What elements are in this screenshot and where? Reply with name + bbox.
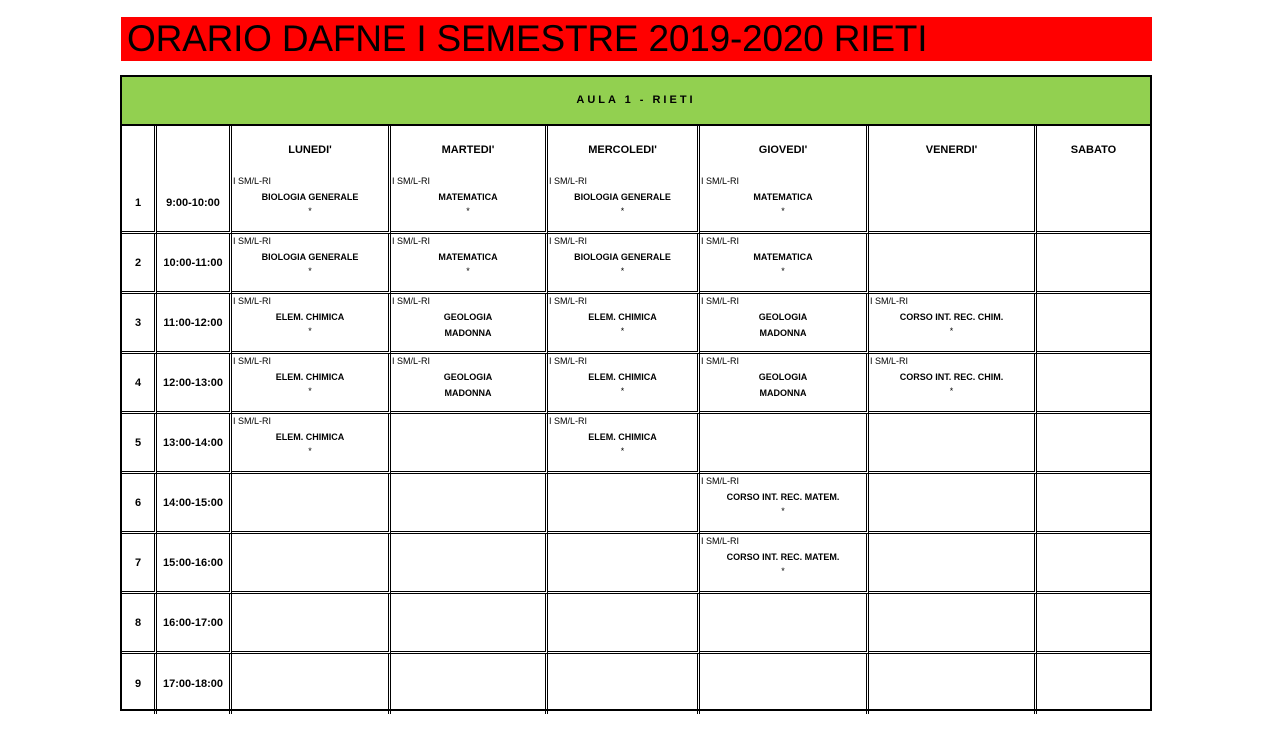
schedule-cell-wednesday — [548, 354, 700, 414]
class-entry — [548, 414, 697, 471]
class-entry — [391, 234, 545, 291]
table-row — [122, 174, 1150, 234]
placeholder-mark: * — [308, 326, 312, 336]
schedule-cell-wednesday — [548, 294, 700, 354]
class-entry — [232, 294, 388, 351]
schedule-cell-saturday — [1037, 354, 1150, 414]
course-code: I SM/L-RI — [701, 356, 740, 366]
corner-cell-num — [122, 126, 157, 174]
title-bar — [121, 17, 1152, 61]
subject-name: CORSO INT. REC. MATEM. — [726, 492, 840, 502]
page-title: ORARIO DAFNE I SEMESTRE 2019-2020 RIETI — [127, 18, 928, 59]
timetable-grid — [122, 126, 1150, 714]
schedule-cell-monday — [232, 234, 391, 294]
schedule-cell-monday — [232, 294, 391, 354]
class-entry — [232, 414, 388, 471]
time-slot: 10:00-11:00 — [157, 234, 232, 294]
placeholder-mark: * — [620, 326, 625, 336]
teacher-name: MADONNA — [759, 328, 807, 338]
schedule-cell-friday — [869, 234, 1037, 294]
class-entry — [700, 294, 866, 351]
schedule-cell-friday — [869, 414, 1037, 474]
schedule-cell-tuesday — [391, 294, 548, 354]
subject-name: BIOLOGIA GENERALE — [261, 252, 359, 262]
schedule-cell-tuesday — [391, 474, 548, 534]
subject-name: ELEM. CHIMICA — [275, 312, 345, 322]
schedule-cell-saturday — [1037, 414, 1150, 474]
schedule-cell-monday — [232, 174, 391, 234]
table-row — [122, 414, 1150, 474]
schedule-cell-monday — [232, 654, 391, 714]
schedule-cell-wednesday — [548, 654, 700, 714]
class-entry — [548, 174, 697, 231]
teacher-name: MADONNA — [759, 388, 807, 398]
subject-name: CORSO INT. REC. CHIM. — [899, 372, 1004, 382]
placeholder-mark: * — [781, 266, 785, 276]
schedule-cell-saturday — [1037, 654, 1150, 714]
course-code: I SM/L-RI — [392, 356, 431, 366]
course-code: I SM/L-RI — [233, 416, 272, 426]
schedule-cell-saturday — [1037, 234, 1150, 294]
time-slot: 16:00-17:00 — [157, 594, 232, 654]
schedule-cell-monday — [232, 594, 391, 654]
subject-name: CORSO INT. REC. CHIM. — [899, 312, 1004, 322]
table-row — [122, 234, 1150, 294]
schedule-cell-thursday — [700, 234, 869, 294]
table-row — [122, 474, 1150, 534]
course-code: I SM/L-RI — [549, 356, 588, 366]
row-number: 4 — [122, 354, 157, 414]
schedule-cell-thursday — [700, 354, 869, 414]
placeholder-mark: * — [949, 326, 954, 336]
table-row — [122, 354, 1150, 414]
course-code: I SM/L-RI — [701, 296, 740, 306]
subject-name: ELEM. CHIMICA — [275, 372, 345, 382]
row-number: 2 — [122, 234, 157, 294]
subject-name: MATEMATICA — [438, 192, 498, 202]
subject-name: ELEM. CHIMICA — [588, 312, 657, 322]
subject-name: BIOLOGIA GENERALE — [261, 192, 359, 202]
course-code: I SM/L-RI — [392, 176, 431, 186]
course-code: I SM/L-RI — [549, 296, 588, 306]
room-header: AULA 1 - RIETI — [122, 77, 1150, 126]
subject-name: GEOLOGIA — [758, 312, 808, 322]
class-entry — [869, 294, 1034, 351]
row-number: 1 — [122, 174, 157, 234]
subject-name: ELEM. CHIMICA — [275, 432, 345, 442]
schedule-cell-friday — [869, 474, 1037, 534]
placeholder-mark: * — [308, 446, 312, 456]
time-slot: 11:00-12:00 — [157, 294, 232, 354]
class-entry — [232, 234, 388, 291]
course-code: I SM/L-RI — [701, 476, 740, 486]
course-code: I SM/L-RI — [392, 236, 431, 246]
table-row — [122, 654, 1150, 714]
subject-name: GEOLOGIA — [443, 372, 493, 382]
schedule-cell-tuesday — [391, 414, 548, 474]
time-slot: 17:00-18:00 — [157, 654, 232, 714]
schedule-cell-tuesday — [391, 594, 548, 654]
class-entry — [700, 354, 866, 411]
table-row — [122, 534, 1150, 594]
course-code: I SM/L-RI — [549, 416, 588, 426]
schedule-cell-thursday — [700, 474, 869, 534]
course-code: I SM/L-RI — [549, 236, 588, 246]
schedule-cell-friday — [869, 654, 1037, 714]
subject-name: MATEMATICA — [438, 252, 498, 262]
class-entry — [548, 234, 697, 291]
course-code: I SM/L-RI — [701, 536, 740, 546]
course-code: I SM/L-RI — [233, 176, 272, 186]
day-header-friday: VENERDI' — [869, 126, 1037, 174]
schedule-cell-tuesday — [391, 534, 548, 594]
schedule-cell-friday — [869, 534, 1037, 594]
corner-cell-time — [157, 126, 232, 174]
day-header-monday: LUNEDI' — [232, 126, 391, 174]
schedule-cell-thursday — [700, 534, 869, 594]
schedule-cell-monday — [232, 534, 391, 594]
day-header-tuesday: MARTEDI' — [391, 126, 548, 174]
course-code: I SM/L-RI — [870, 356, 909, 366]
placeholder-mark: * — [620, 206, 625, 216]
schedule-cell-friday — [869, 354, 1037, 414]
schedule-cell-tuesday — [391, 654, 548, 714]
class-entry — [869, 354, 1034, 411]
course-code: I SM/L-RI — [870, 296, 909, 306]
class-entry — [391, 294, 545, 351]
class-entry — [391, 174, 545, 231]
schedule-cell-thursday — [700, 414, 869, 474]
placeholder-mark: * — [781, 506, 785, 516]
subject-name: ELEM. CHIMICA — [588, 372, 657, 382]
subject-name: BIOLOGIA GENERALE — [574, 192, 671, 202]
placeholder-mark: * — [781, 566, 785, 576]
time-slot: 12:00-13:00 — [157, 354, 232, 414]
course-code: I SM/L-RI — [233, 296, 272, 306]
placeholder-mark: * — [466, 206, 470, 216]
schedule-cell-wednesday — [548, 174, 700, 234]
row-number: 5 — [122, 414, 157, 474]
schedule-cell-saturday — [1037, 474, 1150, 534]
subject-name: GEOLOGIA — [443, 312, 493, 322]
schedule-cell-thursday — [700, 174, 869, 234]
schedule-cell-saturday — [1037, 174, 1150, 234]
row-number: 7 — [122, 534, 157, 594]
class-entry — [232, 174, 388, 231]
class-entry — [548, 354, 697, 411]
time-slot: 9:00-10:00 — [157, 174, 232, 234]
table-row — [122, 594, 1150, 654]
schedule-cell-tuesday — [391, 234, 548, 294]
row-number: 6 — [122, 474, 157, 534]
schedule-cell-monday — [232, 354, 391, 414]
subject-name: CORSO INT. REC. MATEM. — [726, 552, 840, 562]
course-code: I SM/L-RI — [392, 296, 431, 306]
subject-name: ELEM. CHIMICA — [588, 432, 657, 442]
schedule-cell-friday — [869, 594, 1037, 654]
placeholder-mark: * — [308, 386, 312, 396]
schedule-cell-wednesday — [548, 534, 700, 594]
schedule-cell-thursday — [700, 294, 869, 354]
time-slot: 13:00-14:00 — [157, 414, 232, 474]
schedule-cell-thursday — [700, 654, 869, 714]
table-row — [122, 294, 1150, 354]
course-code: I SM/L-RI — [549, 176, 588, 186]
schedule-cell-friday — [869, 294, 1037, 354]
placeholder-mark: * — [949, 386, 954, 396]
class-entry — [391, 354, 545, 411]
day-header-saturday: SABATO — [1070, 144, 1117, 156]
day-header-wednesday: MERCOLEDI' — [548, 126, 700, 174]
placeholder-mark: * — [620, 446, 625, 456]
schedule-cell-tuesday — [391, 354, 548, 414]
time-slot: 15:00-16:00 — [157, 534, 232, 594]
schedule-cell-saturday — [1037, 534, 1150, 594]
schedule-cell-wednesday — [548, 414, 700, 474]
placeholder-mark: * — [620, 386, 625, 396]
schedule-cell-wednesday — [548, 474, 700, 534]
subject-name: MATEMATICA — [753, 252, 813, 262]
course-code: I SM/L-RI — [233, 356, 272, 366]
course-code: I SM/L-RI — [701, 236, 740, 246]
row-number: 3 — [122, 294, 157, 354]
placeholder-mark: * — [620, 266, 625, 276]
schedule-cell-monday — [232, 414, 391, 474]
subject-name: GEOLOGIA — [758, 372, 808, 382]
course-code: I SM/L-RI — [701, 176, 740, 186]
schedule-cell-saturday — [1037, 594, 1150, 654]
class-entry — [700, 174, 866, 231]
time-slot: 14:00-15:00 — [157, 474, 232, 534]
placeholder-mark: * — [308, 266, 312, 276]
schedule-cell-wednesday — [548, 594, 700, 654]
placeholder-mark: * — [781, 206, 785, 216]
placeholder-mark: * — [466, 266, 470, 276]
schedule-table — [120, 75, 1152, 711]
class-entry — [700, 234, 866, 291]
teacher-name: MADONNA — [444, 388, 492, 398]
schedule-cell-monday — [232, 474, 391, 534]
placeholder-mark: * — [308, 206, 312, 216]
subject-name: MATEMATICA — [753, 192, 813, 202]
schedule-cell-saturday — [1037, 294, 1150, 354]
class-entry — [700, 534, 866, 591]
header-row — [122, 126, 1150, 174]
teacher-name: MADONNA — [444, 328, 492, 338]
schedule-cell-thursday — [700, 594, 869, 654]
class-entry — [548, 294, 697, 351]
schedule-cell-tuesday — [391, 174, 548, 234]
row-number: 9 — [122, 654, 157, 714]
schedule-cell-friday — [869, 174, 1037, 234]
class-entry — [700, 474, 866, 531]
row-number: 8 — [122, 594, 157, 654]
subject-name: BIOLOGIA GENERALE — [574, 252, 671, 262]
class-entry — [232, 354, 388, 411]
schedule-cell-wednesday — [548, 234, 700, 294]
course-code: I SM/L-RI — [233, 236, 272, 246]
day-header-thursday: GIOVEDI' — [700, 126, 869, 174]
